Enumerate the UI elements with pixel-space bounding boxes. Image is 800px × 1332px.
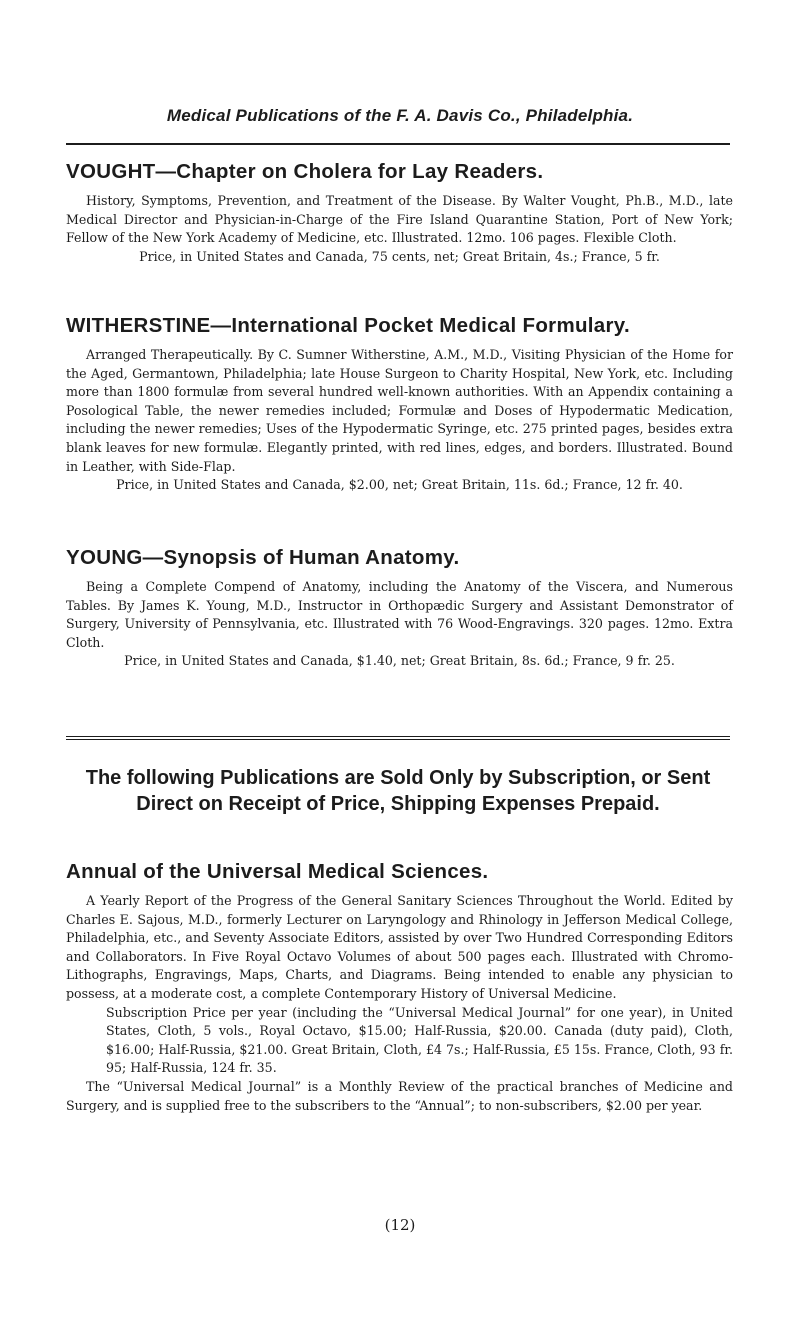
entry-title: VOUGHT—Chapter on Cholera for Lay Readers. xyxy=(66,160,544,183)
section-divider xyxy=(66,736,730,742)
entry-witherstine xyxy=(66,314,733,495)
running-head: Medical Publications of the F. A. Davis Co., Philadelphia. xyxy=(166,106,634,125)
entry-price: Price, in United States and Canada, $1.40, net; Great Britain, 8s. 6d.; France, 9 fr. 25. xyxy=(124,653,675,669)
entry-title: Annual of the Universal Medical Sciences. xyxy=(66,860,489,883)
header-rule xyxy=(66,143,730,145)
entry-body: History, Symptoms, Prevention, and Treatment of the Disease. By Walter Vought, Ph.B., M.D., late Medical Director and Physician-in-Charge of the Fire Island Quarantine Station, Port of New York; Fellow of the New York Academy of Medicine, etc. Illustrated. 12mo. 106 pages. Flexible Cloth. xyxy=(66,193,733,246)
entry-body: Arranged Therapeutically. By C. Sumner Witherstine, A.M., M.D., Visiting Physician of the Home for the Aged, Germantown, Philadelphia; late House Surgeon to Charity Hospital, New York, etc. Including more than 1800 formulæ from several hundred well-known authorities. With an Appendix containing a Posological Table, the newer remedies included; Formulæ and Doses of Hypodermatic Medication, including the newer remedies; Uses of the Hypodermatic Syringe, etc. 275 printed pages, besides extra blank leaves for new formulæ. Elegantly printed, with red lines, edges, and borders. Illustrated. Bound in Leather, with Side-Flap. xyxy=(66,347,733,474)
entry-title: YOUNG—Synopsis of Human Anatomy. xyxy=(66,546,460,569)
entry-body: Being a Complete Compend of Anatomy, including the Anatomy of the Viscera, and Numerous Tables. By James K. Young, M.D., Instructor in Orthopædic Surgery and Assistant Demonstrator of Surgery, University of Pennsylvania, etc. Illustrated with 76 Wood-Engravings. 320 pages. 12mo. Extra Cloth. xyxy=(66,579,733,650)
entry-annual xyxy=(66,860,733,1115)
entry-price: Price, in United States and Canada, $2.00, net; Great Britain, 11s. 6d.; France, 12 fr. 40. xyxy=(116,477,683,493)
entry-body: A Yearly Report of the Progress of the General Sanitary Sciences Throughout the World. Edited by Charles E. Sajous, M.D., formerly Lecturer on Laryngology and Rhinology in Jefferson Medical College, Philadelphia, etc., and Seventy Associate Editors, assisted by over Two Hundred Corresponding Editors and Collaborators. In Five Royal Octavo Volumes of about 500 pages each. Illustrated with Chromo-Lithographs, Engravings, Maps, Charts, and Diagrams. Being intended to enable any physician to possess, at a moderate cost, a complete Contemporary History of Universal Medicine. xyxy=(66,893,733,1001)
entry-title: WITHERSTINE—International Pocket Medical Formulary. xyxy=(66,314,630,337)
page-number: (12) xyxy=(384,1216,416,1234)
entry-price: Price, in United States and Canada, 75 cents, net; Great Britain, 4s.; France, 5 fr. xyxy=(139,248,660,264)
entry-young xyxy=(66,546,733,671)
entry-vought xyxy=(66,160,733,266)
journal-note: The “Universal Medical Journal” is a Monthly Review of the practical branches of Medicine and Surgery, and is supplied free to the subscribers to the “Annual”; to non-subscribers, $2.00 per year. xyxy=(66,1078,733,1113)
subscription-notice: The following Publications are Sold Only by Subscription, or Sent Direct on Receipt of Price, Shipping Expenses Prepaid. xyxy=(85,767,711,815)
subscription-prices: Subscription Price per year (including the “Universal Medical Journal” for one year), in United States, Cloth, 5 vols., Royal Octavo, $15.00; Half-Russia, $20.00. Canada (duty paid), Cloth, $16.00; Half-Russia, $21.00. Great Britain, Cloth, £4 7s.; Half-Russia, £5 15s. France, Cloth, 93 fr. 95; Half-Russia, 124 fr. 35. xyxy=(106,1004,733,1076)
